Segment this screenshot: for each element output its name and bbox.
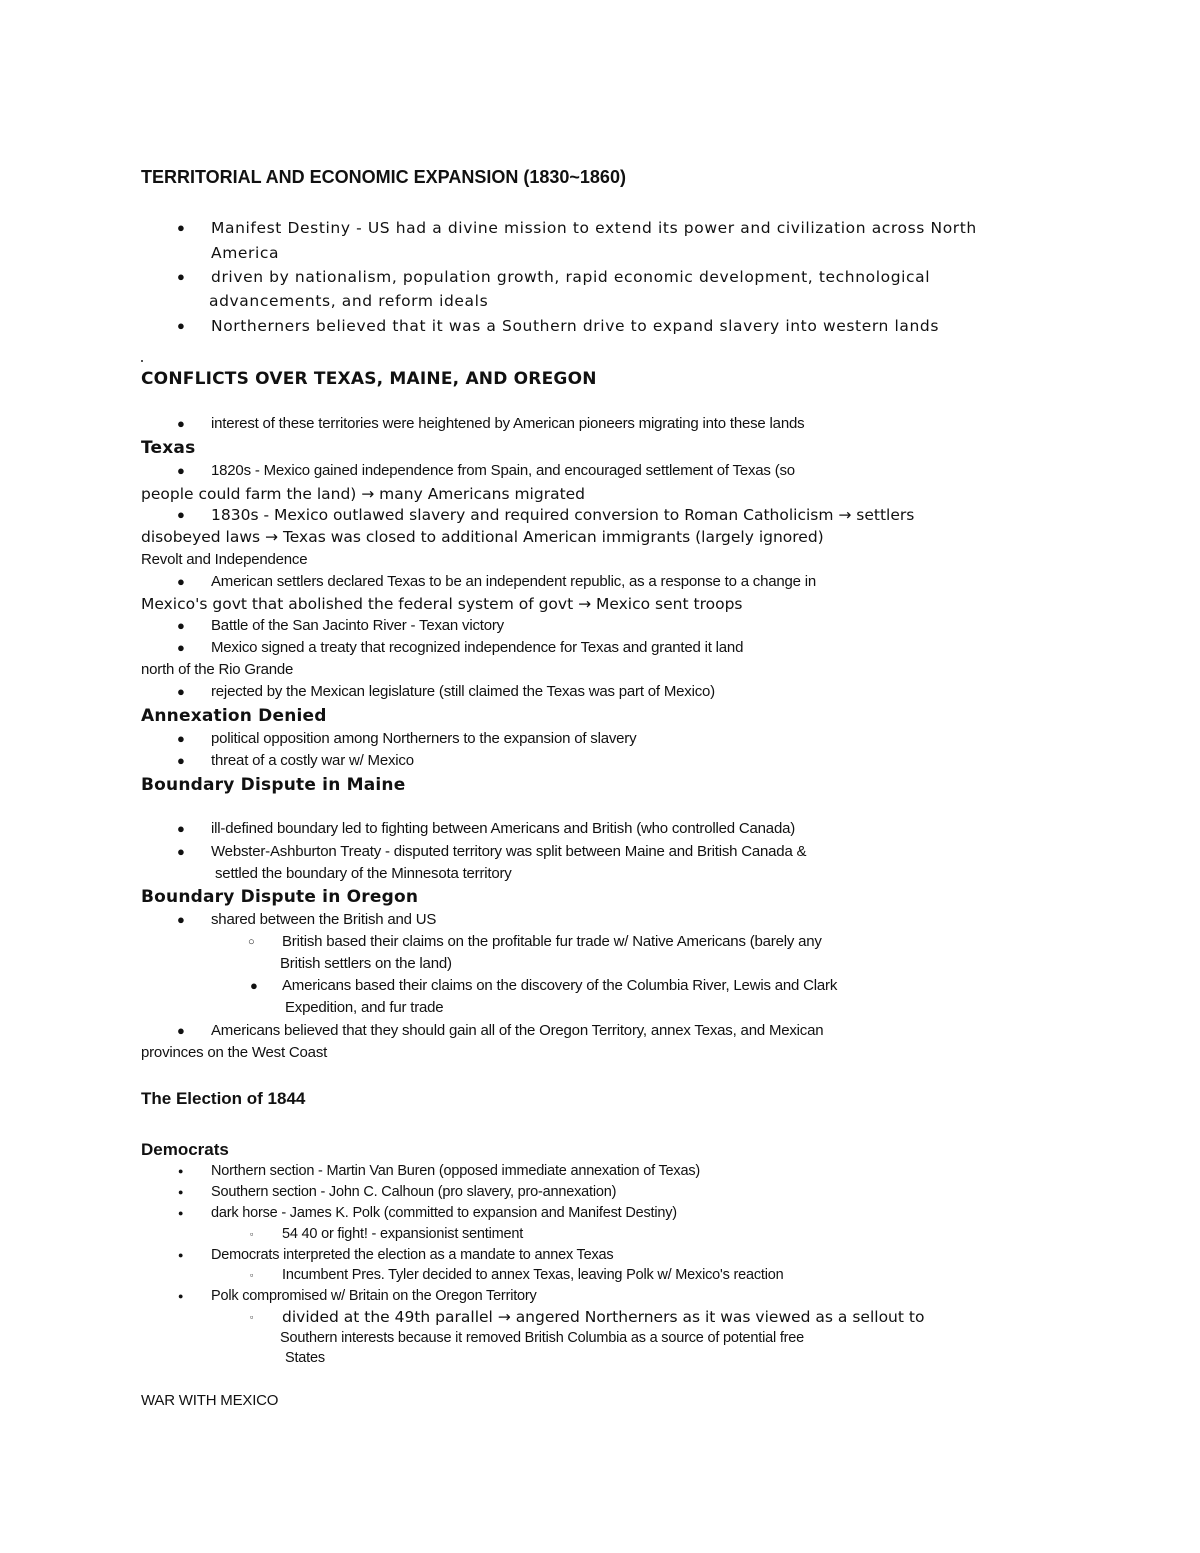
subheading-maine: Boundary Dispute in Maine (141, 775, 406, 795)
bullet-icon: ● (177, 463, 185, 478)
subheading-annexation: Annexation Denied (141, 706, 327, 726)
bullet-icon: ● (178, 1208, 184, 1218)
list-item-continued: disobeyed laws → Texas was closed to additional American immigrants (largely ignored) (141, 528, 824, 546)
bullet-icon: ● (177, 844, 185, 859)
section-heading-conflicts: CONFLICTS OVER TEXAS, MAINE, AND OREGON (141, 369, 597, 389)
bullet-icon: ● (177, 416, 185, 431)
list-item: Americans believed that they should gain all of the Oregon Territory, annex Texas, and Mexican (211, 1022, 824, 1039)
sub-list-item: Americans based their claims on the discovery of the Columbia River, Lewis and Clark (282, 977, 838, 994)
bullet-icon: ● (177, 684, 185, 699)
stray-mark (141, 360, 143, 362)
list-item-continued: settled the boundary of the Minnesota territory (215, 865, 512, 882)
list-item: Polk compromised w/ Britain on the Oregon Territory (211, 1288, 537, 1304)
sub-list-item-continued: Expedition, and fur trade (285, 999, 444, 1016)
list-item-continued: advancements, and reform ideals (209, 292, 489, 310)
subheading-democrats: Democrats (141, 1140, 229, 1159)
list-item: rejected by the Mexican legislature (still claimed the Texas was part of Mexico) (211, 683, 715, 700)
section-heading-election: The Election of 1844 (141, 1089, 306, 1108)
sub-list-item-continued: Southern interests because it removed British Columbia as a source of potential free (280, 1330, 805, 1346)
list-item: Northern section - Martin Van Buren (opposed immediate annexation of Texas) (211, 1163, 701, 1179)
list-item-continued: people could farm the land) → many Americans migrated (141, 485, 586, 503)
bullet-icon: ● (178, 1187, 184, 1197)
bullet-icon: ● (177, 220, 185, 235)
bullet-icon: ● (178, 1166, 184, 1176)
list-item: Webster-Ashburton Treaty - disputed territory was split between Maine and British Canada & (211, 843, 807, 860)
bullet-icon: ● (250, 978, 258, 993)
list-item-continued: north of the Rio Grande (141, 661, 294, 678)
subheading-texas: Texas (141, 438, 196, 458)
page-title: TERRITORIAL AND ECONOMIC EXPANSION (1830~1860) (141, 167, 626, 187)
bullet-icon: ● (177, 640, 185, 655)
sub-list-item-continued: British settlers on the land) (280, 955, 452, 972)
bullet-icon: ● (177, 731, 185, 746)
sub-list-item-continued: States (285, 1350, 325, 1366)
bullet-icon: ● (178, 1250, 184, 1260)
list-item: driven by nationalism, population growth, rapid economic development, technological (211, 268, 931, 286)
list-item-continued: America (211, 244, 280, 262)
hollow-bullet-icon: ▫ (250, 1270, 254, 1280)
bullet-icon: ● (177, 318, 185, 333)
bullet-icon: ● (177, 574, 185, 589)
list-item: Democrats interpreted the election as a mandate to annex Texas (211, 1247, 614, 1263)
hollow-bullet-icon: ▫ (250, 1229, 254, 1239)
section-heading-war: WAR WITH MEXICO (141, 1392, 279, 1409)
sub-list-item: Incumbent Pres. Tyler decided to annex Texas, leaving Polk w/ Mexico's reaction (282, 1267, 784, 1283)
list-item-continued: provinces on the West Coast (141, 1044, 328, 1061)
list-item: interest of these territories were heightened by American pioneers migrating into these lands (211, 415, 805, 432)
list-item: Mexico signed a treaty that recognized independence for Texas and granted it land (211, 639, 744, 656)
bullet-icon: ● (178, 1291, 184, 1301)
list-item: Battle of the San Jacinto River - Texan victory (211, 617, 504, 634)
sub-list-item: divided at the 49th parallel → angered Northerners as it was viewed as a sellout to (282, 1308, 925, 1326)
hollow-bullet-icon: ▫ (250, 1312, 254, 1322)
bullet-icon: ● (177, 821, 185, 836)
list-item-continued: Mexico's govt that abolished the federal system of govt → Mexico sent troops (141, 595, 743, 613)
bullet-icon: ● (177, 507, 185, 522)
list-item: Northerners believed that it was a Southern drive to expand slavery into western lands (211, 317, 940, 335)
bullet-icon: ● (177, 912, 185, 927)
bullet-icon: ● (177, 1023, 185, 1038)
subheading-oregon: Boundary Dispute in Oregon (141, 887, 419, 907)
subheading-revolt: Revolt and Independence (141, 551, 308, 568)
list-item: Manifest Destiny - US had a divine mission to extend its power and civilization across North (211, 219, 977, 237)
list-item: American settlers declared Texas to be an independent republic, as a response to a change in (211, 573, 817, 590)
list-item: 1820s - Mexico gained independence from Spain, and encouraged settlement of Texas (so (211, 462, 795, 479)
hollow-bullet-icon: ○ (248, 936, 255, 948)
sub-list-item: 54 40 or fight! - expansionist sentiment (282, 1226, 524, 1242)
list-item: threat of a costly war w/ Mexico (211, 752, 414, 769)
list-item: Southern section - John C. Calhoun (pro slavery, pro-annexation) (211, 1184, 617, 1200)
bullet-icon: ● (177, 618, 185, 633)
list-item: 1830s - Mexico outlawed slavery and required conversion to Roman Catholicism → settlers (211, 506, 915, 524)
list-item: shared between the British and US (211, 911, 437, 928)
bullet-icon: ● (177, 269, 185, 284)
bullet-icon: ● (177, 753, 185, 768)
list-item: dark horse - James K. Polk (committed to expansion and Manifest Destiny) (211, 1205, 677, 1221)
list-item: political opposition among Northerners to the expansion of slavery (211, 730, 637, 747)
list-item: ill-defined boundary led to fighting between Americans and British (who controlled Canada) (211, 820, 796, 837)
sub-list-item: British based their claims on the profitable fur trade w/ Native Americans (barely any (282, 933, 822, 950)
